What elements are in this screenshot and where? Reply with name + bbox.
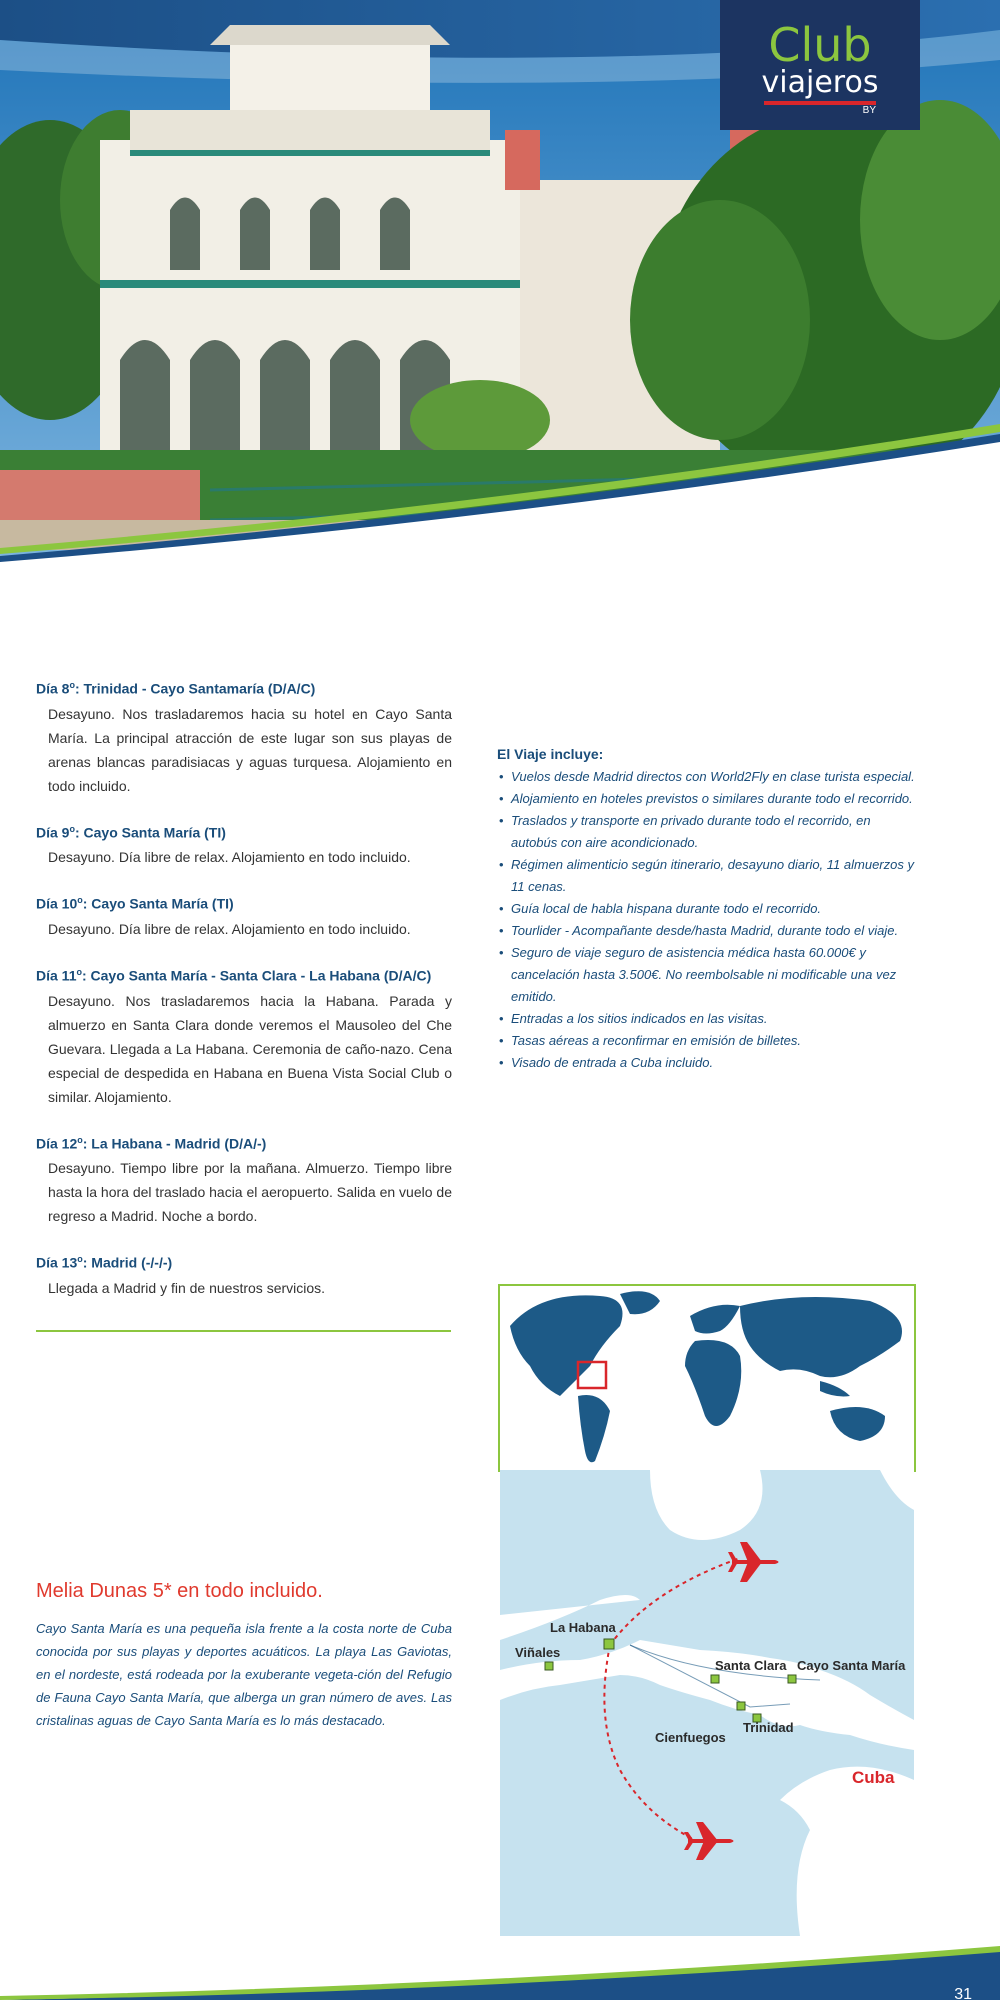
logo-viajeros-text: viajeros: [761, 65, 879, 100]
country-label: Cuba: [852, 1768, 895, 1787]
city-label-cienfuegos: Cienfuegos: [655, 1730, 726, 1745]
section-divider: [36, 1330, 451, 1332]
footer-swoop: [0, 1930, 1000, 2000]
city-label-vinales: Viñales: [515, 1645, 561, 1660]
include-item: • Entradas a los sitios indicados en las visitas.: [511, 1008, 915, 1030]
itinerary-day: [36, 1135, 452, 1229]
day-number: Día 10: [36, 895, 78, 912]
day-description: Desayuno. Nos trasladaremos hacia su hotel en Cayo Santa María. La principal atracción de este lugar son sus playas de arenas blancas paradisiacas y aguas turquesa. Alojamiento en todo incluido.: [48, 705, 452, 794]
itinerary-day: [36, 824, 452, 870]
day-route: : Cayo Santa María (TI): [82, 895, 234, 912]
day-description: Desayuno. Día libre de relax. Alojamiento en todo incluido.: [48, 920, 411, 937]
page-footer: [0, 1930, 1000, 2000]
day-route: : La Habana - Madrid (D/A/-): [82, 1135, 267, 1152]
city-label-la-habana: La Habana: [550, 1620, 616, 1635]
day-title: [36, 1254, 452, 1271]
plane-icon: [684, 1822, 734, 1860]
hotel-description: Cayo Santa María es una pequeña isla frente a la costa norte de Cuba conocida por sus playas y deportes acuáticos. La playa Las Gaviotas, en el nordeste, está rodeada por la exuberante vegeta-ción del Refugio de Fauna Cayo Santa María, que alberga un gran número de aves. Las cristalinas aguas de Cayo Santa María es lo más destacado.: [36, 1621, 452, 1728]
itinerary-day: [36, 895, 452, 941]
include-item: • Tourlider - Acompañante desde/hasta Madrid, durante todo el viaje.: [511, 920, 915, 942]
day-number: Día 8: [36, 680, 70, 697]
day-title: [36, 824, 452, 841]
hotel-title: Melia Dunas 5* en todo incluido.: [36, 1580, 323, 1602]
day-description: Desayuno. Tiempo libre por la mañana. Almuerzo. Tiempo libre hasta la hora del traslado hacia el aeropuerto. Salida en vuelo de regreso a Madrid. Noche a bordo.: [48, 1160, 452, 1225]
club-viajeros-logo: [720, 0, 920, 130]
plane-icon: [728, 1542, 779, 1582]
include-item: • Seguro de viaje seguro de asistencia médica hasta 60.000€ y cancelación hasta 3.500€. No reembolsable ni modificable una vez emitido.: [511, 942, 915, 1008]
include-item: • Vuelos desde Madrid directos con World2Fly en clase turista especial.: [511, 766, 915, 788]
itinerary-day: [36, 680, 452, 798]
day-description: Desayuno. Día libre de relax. Alojamiento en todo incluido.: [48, 849, 411, 866]
city-label-santa-clara: Santa Clara: [715, 1658, 787, 1673]
day-route: : Trinidad - Cayo Santamaría (D/A/C): [74, 680, 316, 697]
logo-club-text: Club: [768, 18, 872, 72]
include-item: • Tasas aéreas a reconfirmar en emisión de billetes.: [511, 1030, 915, 1052]
logo-underline: [764, 101, 876, 105]
itinerary-day: [36, 1254, 452, 1300]
day-route: : Cayo Santa María - Santa Clara - La Habana (D/A/C): [81, 967, 432, 984]
cuba-map-graphic: [500, 1470, 914, 1936]
day-title: [36, 1135, 452, 1152]
day-ordinal: o: [77, 1134, 83, 1145]
day-title: [36, 895, 452, 912]
day-ordinal: o: [77, 895, 83, 906]
day-ordinal: o: [69, 680, 75, 690]
day-title: [36, 967, 452, 984]
day-route: : Cayo Santa María (TI): [74, 824, 226, 841]
day-number: Día 13: [36, 1254, 78, 1271]
day-ordinal: o: [77, 1254, 83, 1265]
day-ordinal: o: [69, 823, 75, 834]
day-number: Día 11: [36, 967, 77, 984]
day-number: Día 12: [36, 1135, 78, 1152]
includes-list: [497, 766, 915, 1074]
day-description: Desayuno. Nos trasladaremos hacia la Habana. Parada y almuerzo en Santa Clara donde veremos el Mausoleo del Che Guevara. Llegada a La Habana. Ceremonia de caño-nazo. Cena especial de despedida en Habana en Buena Vista Social Club o similar. Alojamiento.: [48, 992, 452, 1105]
itinerary-day: [36, 967, 452, 1109]
day-title: [36, 680, 452, 697]
hotel-section: [36, 1580, 452, 1732]
day-route: : Madrid (-/-/-): [82, 1254, 173, 1271]
include-item: • Régimen alimenticio según itinerario, desayuno diario, 11 almuerzos y 11 cenas.: [511, 854, 915, 898]
include-item: • Traslados y transporte en privado durante todo el recorrido, en autobús con aire acondicionado.: [511, 810, 915, 854]
include-item: • Guía local de habla hispana durante todo el recorrido.: [511, 898, 915, 920]
page-number: 31: [954, 1986, 972, 2003]
day-description: Llegada a Madrid y fin de nuestros servicios.: [48, 1279, 326, 1296]
include-item: • Visado de entrada a Cuba incluido.: [511, 1052, 915, 1074]
trip-includes: [497, 746, 915, 1074]
day-number: Día 9: [36, 824, 70, 841]
cuba-map: [500, 1470, 914, 1936]
day-ordinal: o: [76, 966, 82, 977]
includes-title: El Viaje incluye:: [497, 746, 604, 762]
world-map: [498, 1284, 916, 1472]
itinerary: [36, 680, 452, 1326]
city-label-cayo-santa-maria: Cayo Santa María: [797, 1658, 906, 1673]
logo-by-text: BY: [862, 105, 876, 116]
city-label-trinidad: Trinidad: [743, 1720, 794, 1735]
include-item: • Alojamiento en hoteles previstos o similares durante todo el recorrido.: [511, 788, 915, 810]
world-map-graphic: [500, 1286, 914, 1470]
